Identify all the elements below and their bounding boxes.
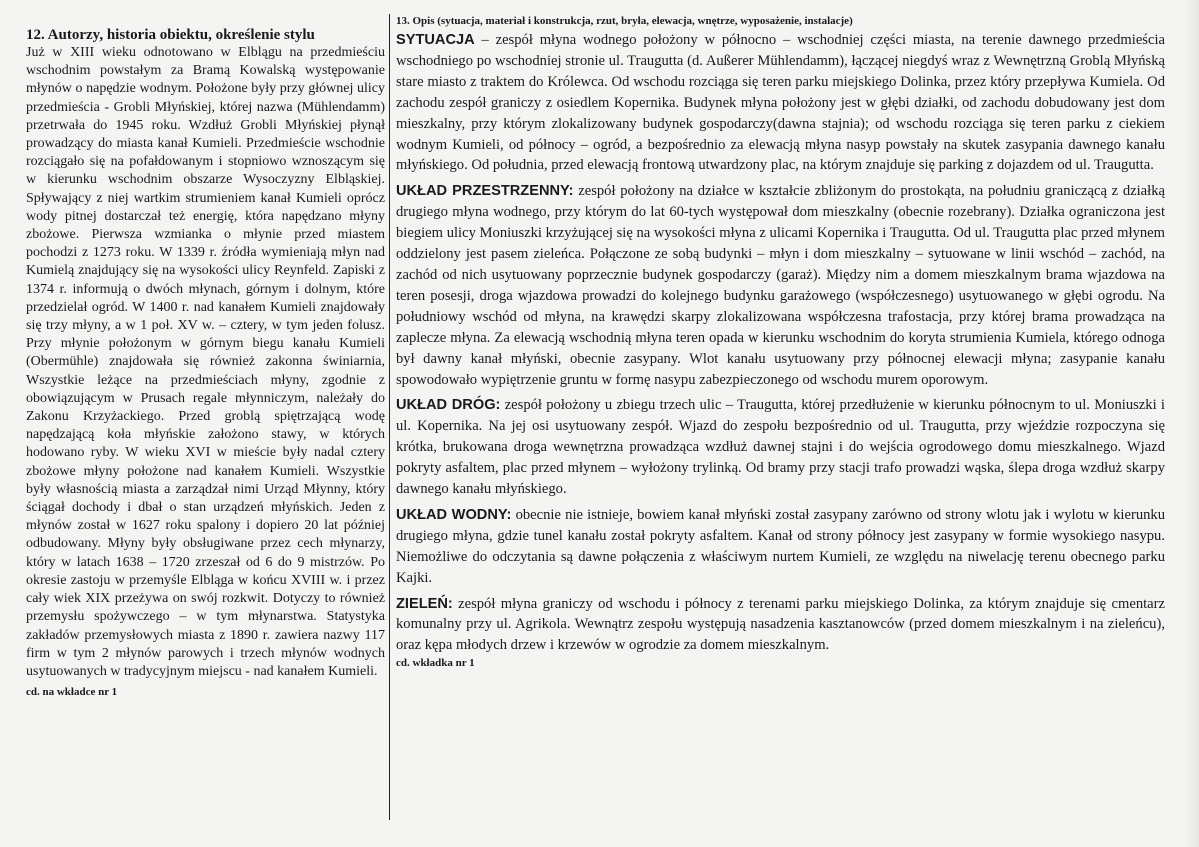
section-text: zespół młyna graniczy od wschodu i północy z terenami parku miejskiego Dolinka, za którym znajduje się cmentarz komunalny przy ul. Agrikola. Wewnątrz zespołu występują nasadzenia kasztanowców (przed domem mieszkalnym i na zieleńcu), oraz kępa młodych drzew i krzewów w ogrodzie za domem mieszkalnym. bbox=[396, 595, 1165, 654]
section-text: – zespół młyna wodnego położony w północno – wschodniej części miasta, na terenie dawnego przedmieścia wschodniego po wschodniej stronie ul. Traugutta (d. Außerer Mühlendamm), łączącej niegdyś wraz z Wewnętrzną Groblą Młyńską stare miasto z traktem do Królewca. Od wschodu rozciąga się teren parku miejskiego Dolinka, przez który przepływa Kumiela. Od zachodu zespół graniczy z osiedlem Kopernika. Budynek młyna położony jest w głębi działki, od zachodu dobudowany jest dom mieszkalny, przy którym zlokalizowany budynek gospodarczy(dawna stajnia); od wschodu rozciąga się teren parku z ciekiem wodnym Kumieli, od północy – ogród, a bezpośrednio za elewacją młyna nasyp powstały na skutek zasypania dawnego kanału młyńskiego. Od południa, przed elewacją frontową utwardzony plac, na którym znajduje się parking z dojazdem od ul. Traugutta. bbox=[396, 32, 1165, 174]
description-heading: 13. Opis (sytuacja, materiał i konstrukcja, rzut, bryła, elewacja, wnętrze, wyposażenie, instalacje) bbox=[396, 15, 853, 27]
description-column bbox=[396, 14, 1165, 670]
scan-edge-shadow bbox=[1185, 0, 1199, 847]
column-divider bbox=[389, 14, 390, 820]
section-uklad-drog bbox=[396, 395, 1165, 500]
section-zielen bbox=[396, 594, 1165, 657]
section-label: ZIELEŃ: bbox=[396, 595, 453, 612]
history-heading: 12. Autorzy, historia obiektu, określenie stylu bbox=[26, 27, 315, 43]
section-sytuacja bbox=[396, 30, 1165, 176]
section-label: UKŁAD PRZESTRZENNY: bbox=[396, 183, 574, 200]
history-continuation-note: cd. na wkładce nr 1 bbox=[26, 686, 118, 699]
history-column bbox=[26, 26, 385, 699]
section-text: zespół położony u zbiegu trzech ulic – Traugutta, której przedłużenie w kierunku północnym to ul. Moniuszki i ul. Kopernika. Na jej osi usytuowany zespół. Wjazd do zespołu bezpośrednio od ul. Traugutta, przy wjeździe rozpoczyna się krótka, brukowana droga wewnętrzna prowadząca wzdłuż dawnej stajni i do wejścia ogrodowego domu mieszkalnego. Wjazd pokryty asfaltem, plac przed młynem – wyłożony trylinką. Od bramy przy stacji trafo prowadzi wąska, ślepa droga wzdłuż skarpy dawnego kanału młyńskiego. bbox=[396, 397, 1165, 498]
description-continuation-note: cd. wkładka nr 1 bbox=[396, 657, 475, 670]
history-text: Już w XIII wieku odnotowano w Elblągu na przedmieściu wschodnim powstałym za Bramą Kowalską występowanie młynów o napędzie wodnym. Położone były przy głównej ulicy przedmieścia - Grobli Młyńskiej, której nazwa (Mühlendamm) przetrwała do 1945 roku. Wzdłuż Grobli Młyńskiej płynął prowadzący do miasta kanał Kumieli. Przedmieście wschodnie rozciągało się na pofałdowanym i stopniowo wznoszącym się w kierunku wschodnim obszarze Wysoczyzny Elbląskiej. Spływający z niej wartkim strumieniem kanał Kumieli oprócz wody pitnej dostarczał też energię, która napędzano młyny zbożowe. Pierwsza wzmianka o młynie przed miastem pochodzi z 1273 roku. W 1339 r. źródła wymieniają młyn nad Kumielą znajdujący się na wysokości ulicy Reynfeld. Zapiski z 1374 r. informują o dwóch młynach, górnym i dolnym, które przedzielał ogród. W 1400 r. nad kanałem Kumieli znajdowały się trzy młyny, a w 1 poł. XV w. – cztery, w tym jeden folusz. Przy młynie położonym w górnym biegu kanału Kumieli (Obermühle) znajdowała się również zakonna świniarnia, Wszystkie leżące na przedmieściach młyny, zgodnie z obowiązującym w Prusach regale młynniczym, należały do Zakonu Krzyżackiego. Przed groblą spiętrzającą wodę napędzającą koła młyńskie założono stawy, w których hodowano ryby. W wieku XVI w mieście były nadal cztery zbożowe młyny położone nad kanałem Kumieli. Wszystkie były własnością miasta a zarządzał nimi Urząd Młynny, który ściągał dochody i dbał o stan urządzeń młyńskich. Jeden z młynów został w 1627 roku spalony i dopiero 20 lat później odbudowany. Młyny były obsługiwane przez cech młynarzy, który w latach 1638 – 1720 zrzeszał od 6 do 9 mistrzów. Po okresie zastoju w przemyśle Elbląga w końcu XVIII w. i przez cały wiek XIX przeżywa on swój rozkwit. Dotyczy to również przemysłu spożywczego – w tym młynarstwa. Statystyka zakładów przemysłowych miasta z 1890 r. zawiera nazwy 117 firm w tym 2 młynów parowych i trzech młynów wodnych usytuowanych w tradycyjnym miejscu - nad kanałem Kumieli. bbox=[26, 45, 385, 679]
section-uklad-przestrzenny bbox=[396, 181, 1165, 390]
section-label: UKŁAD DRÓG: bbox=[396, 397, 501, 414]
section-label: SYTUACJA bbox=[396, 32, 475, 48]
section-label: UKŁAD WODNY: bbox=[396, 506, 512, 523]
section-uklad-wodny bbox=[396, 505, 1165, 589]
section-text: zespół położony na działce w kształcie zbliżonym do prostokąta, na południu graniczącą z działką drugiego młyna wodnego, przy którym do lat 60-tych występował dom mieszkalny (obecnie rozebrany). Działka ograniczona jest biegiem ulicy Moniuszki krzyżującej się na wysokości młyna z ulicami Kopernika i Traugutta. Od ul. Traugutta plac przed młynem oddzielony jest pasem zieleńca. Połączone ze sobą budynki – młyn i dom mieszkalny – sytuowane w linii wschód – zachód, na zachód od nich usytuowany poprzecznie budynek gospodarczy (garaż). Między nim a domem mieszkalnym brama wjazdowa na teren posesji, droga wjazdowa prowadzi do kolejnego budynku garażowego (współczesnego) usytuowanego w głębi ogrodu. Na południowy wschód od młyna, na krawędzi skarpy zlokalizowana współczesna trafostacja, przy której brama prowadząca na zaplecze młyna. Za elewacją wschodnią młyna teren opada w kierunku wschodnim do koryta strumienia Kumiela, którego odnoga był dawny kanał młyński, obecnie zasypany. Wlot kanału usytuowany przy północnej elewacji młyna; zasypanie kanału spowodowało wypiętrzenie gruntu w formę nasypu zabezpieczonego od wschodu murem oporowym. bbox=[396, 183, 1165, 388]
section-text: obecnie nie istnieje, bowiem kanał młyński został zasypany zarówno od strony wlotu jak i wylotu w kierunku drugiego młyna, gdzie tunel kanału został pokryty asfaltem. Kanał od strony północy jest zasypany w formie wysokiego nasypu. Niemożliwe do odczytania są dawne połączenia z właściwym nurtem Kumieli, ze względu na niwelację terenu obecnego parku Kajki. bbox=[396, 506, 1166, 586]
